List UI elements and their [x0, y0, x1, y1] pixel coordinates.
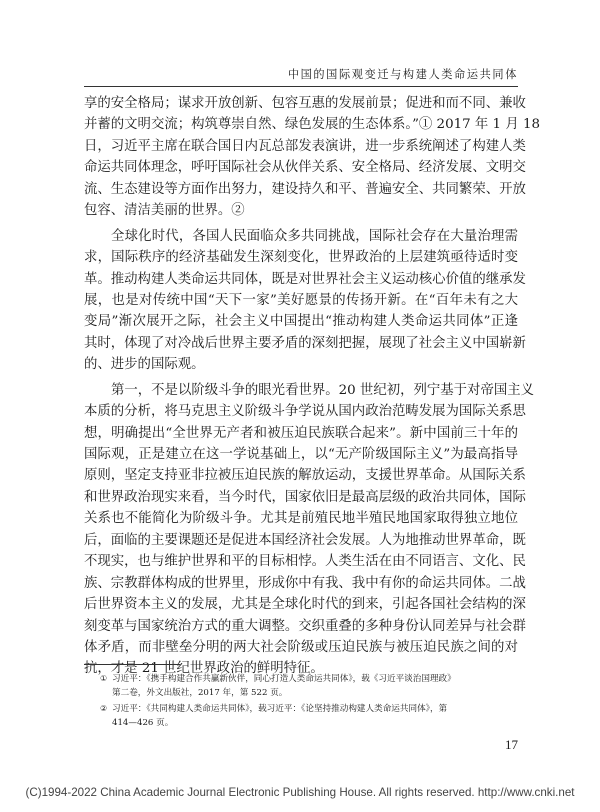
paragraph: [84, 226, 526, 376]
text-line: 后世界资本主义的发展，尤其是全球化时代的到来，引起各国社会结构的深: [84, 597, 526, 613]
text-line: 国际观，正是建立在这一学说基础上，以“无产阶级国际主义”为最高指导: [84, 447, 518, 462]
text-line: 并蓄的文明交流；构筑尊崇自然、绿色发展的生态体系。”① 2017 年 1 月 18: [84, 117, 541, 133]
text-line: 想，明确提出“全世界无产者和被压迫民族联合起来”。新中国前三十年的: [84, 425, 518, 441]
header-rule: [84, 86, 518, 87]
footnote: [100, 701, 518, 731]
text-line: 刻变革与国家统治方式的重大调整。交织重叠的多种身份认同差异与社会群: [84, 618, 526, 634]
text-line: 族、宗教群体构成的世界里，形成你中有我、我中有你的命运共同体。二战: [84, 575, 526, 591]
text-line: 全球化时代，各国人民面临众多共同挑战，国际社会存在大量治理需: [111, 228, 518, 244]
paragraph: [84, 93, 541, 222]
footnote-text: 414—426 页。: [112, 718, 174, 728]
text-line: 革。推动构建人类命运共同体，既是对世界社会主义运动核心价值的继承发: [84, 271, 526, 287]
footnote-text: 第二卷，外文出版社，2017 年，第 522 页。: [112, 688, 288, 698]
footnote: [100, 671, 518, 701]
text-line: 第一，不是以阶级斗争的眼光看世界。20 世纪初，列宁基于对帝国主义: [111, 382, 535, 398]
footnote-rule: [84, 664, 180, 665]
paragraph: [84, 380, 535, 680]
text-line: 不现实，也与维护世界和平的目标相悖。人类生活在由不同语言、文化、民: [84, 554, 526, 570]
text-line: 变局”渐次展开之际，社会主义中国提出“推动构建人类命运共同体”正逢: [84, 314, 518, 330]
text-line: 命运共同体理念，呼吁国际社会从伙伴关系、安全格局、经济发展、文明交: [84, 160, 526, 176]
footnote-marker: ①: [100, 674, 108, 683]
text-line: 日，习近平主席在联合国日内瓦总部发表演讲，进一步系统阐述了构建人类: [84, 138, 526, 154]
text-line: 的、进步的国际观。: [84, 357, 205, 373]
text-line: 流、生态建设等方面作出努力，建设持久和平、普遍安全、共同繁荣、开放: [84, 181, 526, 197]
text-line: 其时，体现了对冷战后世界主要矛盾的深刻把握，展现了社会主义中国崭新: [84, 335, 526, 351]
text-line: 享的安全格局；谋求开放创新、包容互惠的发展前景；促进和而不同、兼收: [84, 96, 526, 111]
text-line: 包容、清洁美丽的世界。②: [84, 203, 245, 219]
page-number: 17: [505, 737, 518, 752]
running-header: 中国的国际观变迁与构建人类命运共同体: [287, 68, 518, 81]
text-line: 原则，坚定支持亚非拉被压迫民族的解放运动，支援世界革命。从国际关系: [84, 468, 526, 484]
text-line: 展，也是对传统中国“天下一家”美好愿景的传扬开新。在“百年未有之大: [84, 292, 518, 308]
footnotes: [100, 671, 518, 731]
text-line: 和世界政治现实来看，当今时代，国家依旧是最高层级的政治共同体，国际: [84, 489, 526, 505]
text-line: 后，面临的主要课题还是促进本国经济社会发展。人为地推动世界革命，既: [84, 532, 526, 548]
text-line: 关系也不能简化为阶级斗争。尤其是前殖民地半殖民地国家取得独立地位: [84, 511, 518, 527]
text-line: 抗，才是 21 世纪世界政治的鲜明特征。: [84, 661, 324, 677]
text-line: 体矛盾，而非壁垒分明的两大社会阶级或压迫民族与被压迫民族之间的对: [84, 639, 518, 655]
article-body: [84, 93, 541, 680]
footnote-text: 习近平：《携手构建合作共赢新伙伴，同心打造人类命运共同体》，载《习近平谈治国理政》: [112, 674, 456, 684]
footnote-text: 习近平：《共同构建人类命运共同体》，载习近平：《论坚持推动构建人类命运共同体》，第: [112, 704, 448, 714]
copyright-notice: (C)1994-2022 China Academic Journal Electronic Publishing House. All rights reserved. http://www.cnki.net: [25, 786, 575, 799]
text-line: 本质的分析，将马克思主义阶级斗争学说从国内政治范畴发展为国际关系思: [84, 404, 526, 420]
footnote-marker: ②: [100, 704, 108, 713]
text-line: 求，国际秩序的经济基础发生深刻变化，世界政治的上层建筑亟待适时变: [84, 250, 518, 266]
